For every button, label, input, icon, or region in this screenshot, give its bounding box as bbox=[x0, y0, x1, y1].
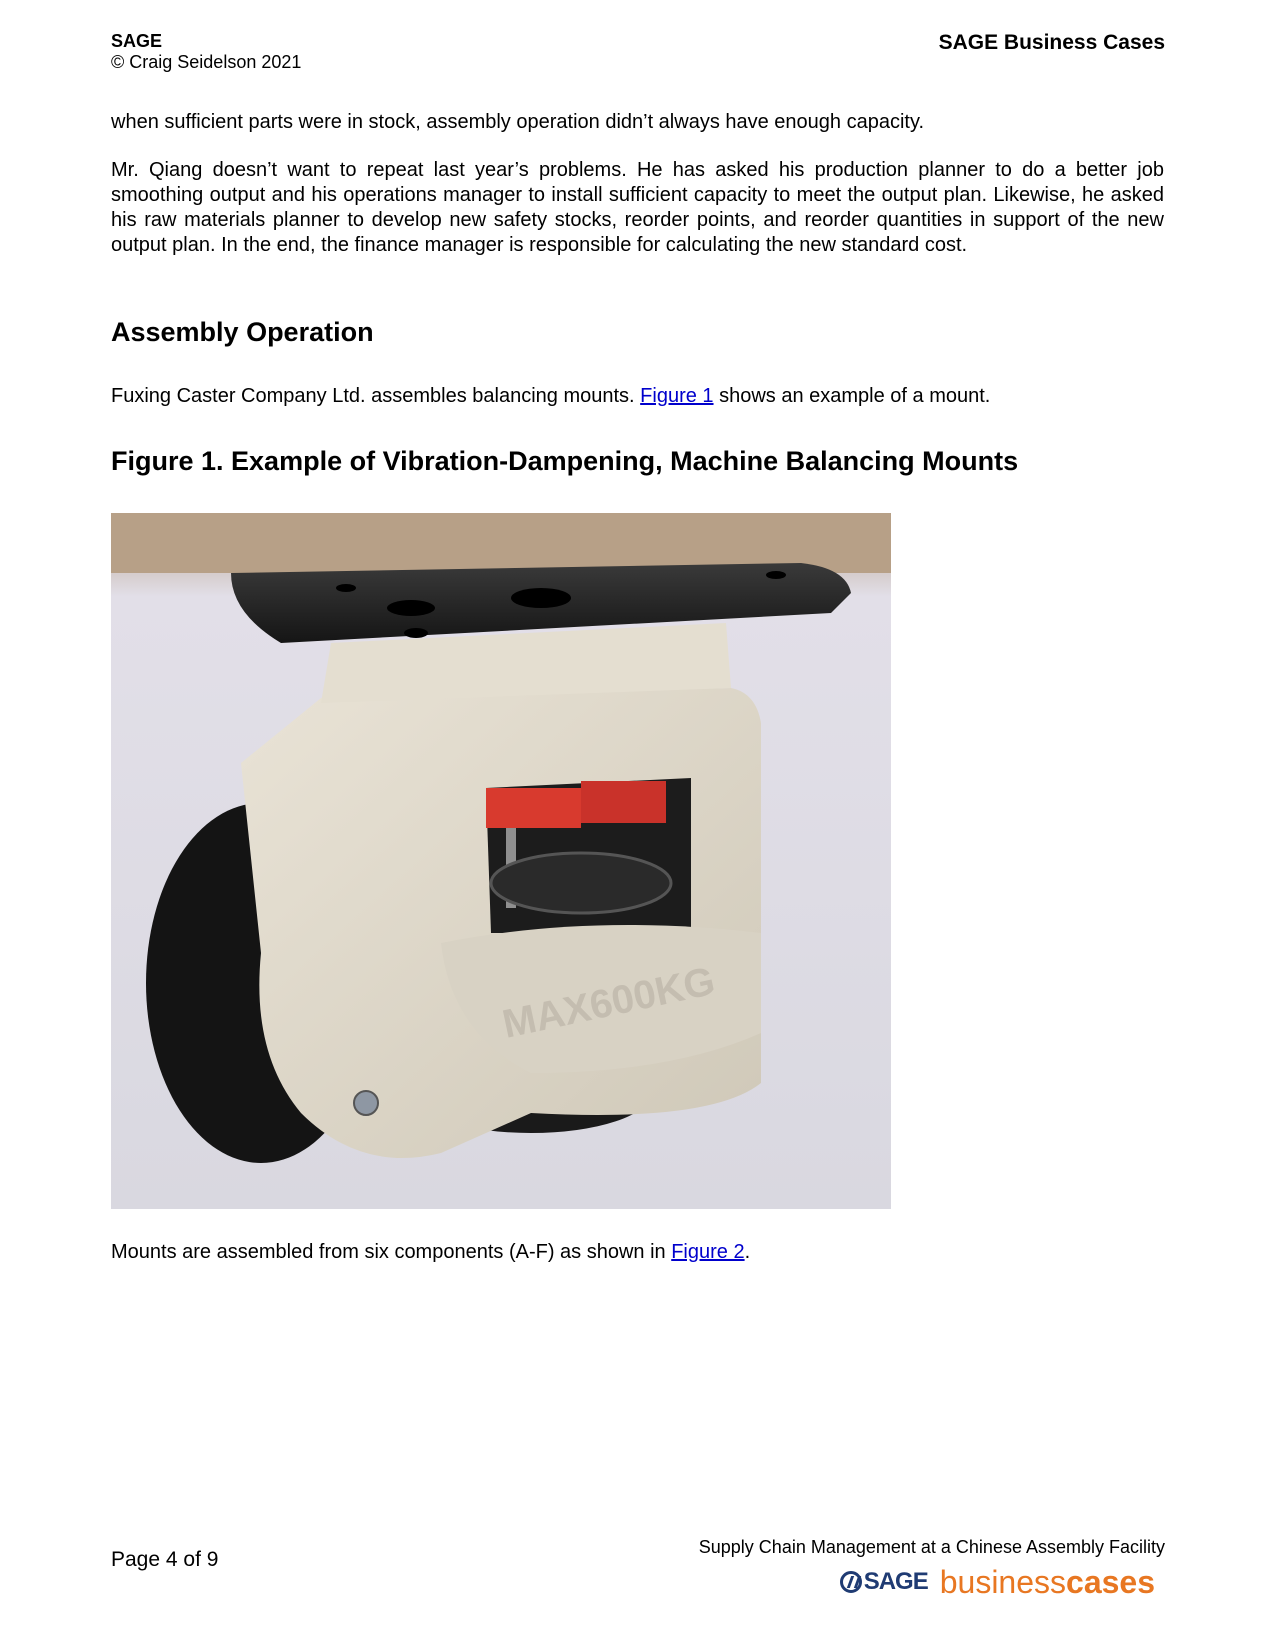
paragraph-4-text bbox=[111, 1240, 1164, 1265]
paragraph-1-text: when sufficient parts were in stock, assembly operation didn’t always have enough capacity. bbox=[111, 111, 925, 133]
section-heading-text: Assembly Operation bbox=[111, 317, 374, 347]
figure-caption bbox=[111, 446, 1164, 477]
paragraph-1 bbox=[111, 110, 1164, 135]
sage-business-cases-logo bbox=[840, 1564, 1155, 1600]
paragraph-4 bbox=[111, 1240, 1164, 1265]
sage-mark-icon bbox=[840, 1571, 862, 1593]
sage-logo bbox=[840, 1568, 928, 1596]
mount-photo bbox=[111, 513, 891, 1209]
paragraph-4-before: Mounts are assembled from six components (A-F) as shown in bbox=[111, 1241, 672, 1263]
paragraph-3-text bbox=[111, 384, 1164, 409]
header-left bbox=[111, 31, 301, 73]
mount-marking: MAX600KG bbox=[498, 958, 719, 1047]
logo-business-text: business bbox=[939, 1563, 1067, 1600]
paragraph-3-after: shows an example of a mount. bbox=[713, 385, 991, 407]
figure-caption-text: Figure 1. Example of Vibration-Dampening, Machine Balancing Mounts bbox=[111, 446, 1019, 476]
page-number: Page 4 of 9 bbox=[111, 1548, 219, 1571]
business-cases-wordmark bbox=[940, 1564, 1155, 1601]
paragraph-2 bbox=[111, 158, 1164, 258]
sage-logo-text: SAGE bbox=[863, 1568, 928, 1595]
figure-2-link[interactable]: Figure 2 bbox=[671, 1241, 745, 1263]
header-brand: SAGE bbox=[111, 31, 163, 51]
paragraph-2-text: Mr. Qiang doesn’t want to repeat last year’s problems. He has asked his production planner to do a better job smoothing output and his operations manager to install sufficient capacity to meet the output plan. Likewise, he asked his raw materials planner to develop new safety stocks, reorder points, and reorder quantities in support of the new output plan. In the end, the finance manager is responsible for calculating the new standard cost. bbox=[111, 159, 1164, 256]
logo-cases-text: cases bbox=[1066, 1563, 1155, 1600]
header-copyright: © Craig Seidelson 2021 bbox=[111, 52, 302, 72]
paragraph-4-after: . bbox=[744, 1241, 751, 1263]
header-collection: SAGE Business Cases bbox=[938, 31, 1165, 54]
figure-1-link[interactable]: Figure 1 bbox=[640, 385, 714, 407]
paragraph-3-before: Fuxing Caster Company Ltd. assembles balancing mounts. bbox=[111, 385, 641, 407]
footer-doc-title: Supply Chain Management at a Chinese Assembly Facility bbox=[698, 1537, 1165, 1557]
paragraph-3 bbox=[111, 384, 1164, 409]
section-heading bbox=[111, 317, 1164, 348]
